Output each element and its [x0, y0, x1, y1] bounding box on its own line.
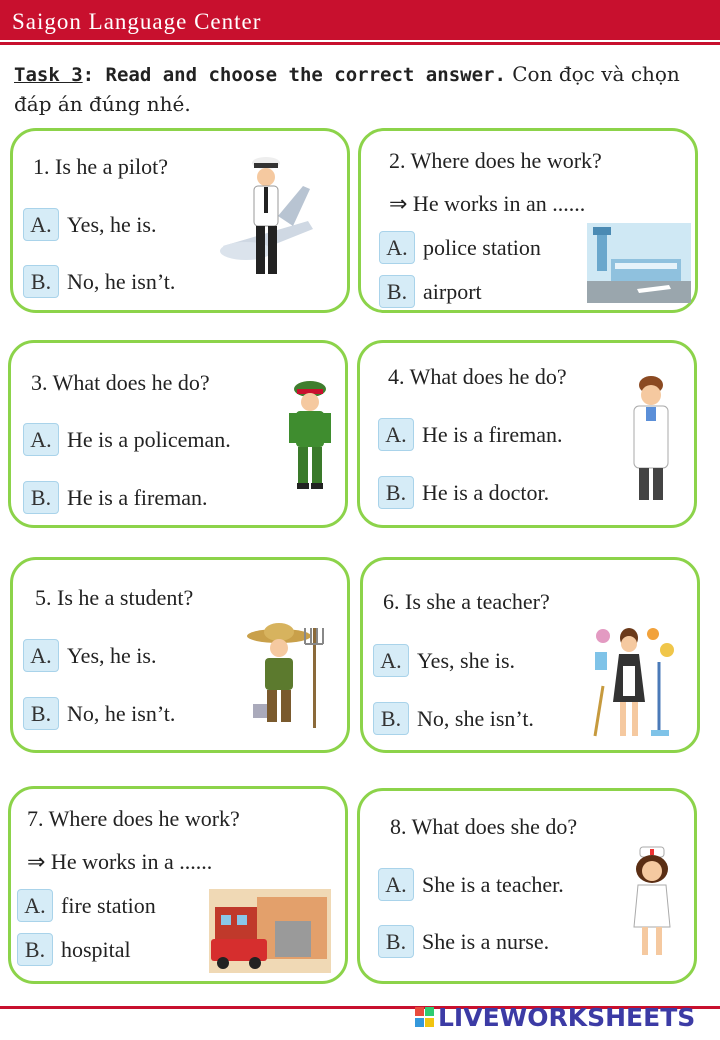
answer-prompt: ⇒ He works in an ...... [389, 191, 586, 216]
option-a[interactable] [23, 639, 156, 672]
option-letter: A. [17, 889, 53, 922]
question-text: 1. Is he a pilot? [33, 154, 169, 179]
option-letter: A. [23, 208, 59, 241]
airport-illustration [587, 223, 691, 303]
option-text: hospital [61, 936, 131, 962]
option-text: Yes, she is. [417, 647, 516, 673]
question-card-3 [8, 340, 348, 528]
header-title: Saigon Language Center [12, 9, 262, 34]
option-text: He is a fireman. [422, 421, 563, 447]
question-text: 4. What does he do? [388, 364, 567, 389]
option-a[interactable] [378, 868, 564, 901]
option-text: No, he isn’t. [67, 268, 176, 294]
option-text: fire station [61, 892, 156, 918]
question-card-6 [360, 557, 700, 753]
option-letter: B. [373, 702, 409, 735]
question-card-7 [8, 786, 348, 984]
option-text: Yes, he is. [67, 642, 157, 668]
question-text: 8. What does she do? [390, 814, 578, 839]
option-text: He is a doctor. [422, 479, 550, 505]
option-letter: A. [378, 868, 414, 901]
question-card-4 [357, 340, 697, 528]
option-letter: B. [379, 275, 415, 308]
question-card-1 [10, 128, 350, 313]
task-instructions [14, 60, 710, 119]
option-text: No, he isn’t. [67, 700, 176, 726]
option-a[interactable] [23, 208, 156, 241]
option-b[interactable] [378, 925, 549, 958]
question-card-5 [10, 557, 350, 753]
policeman-illustration [285, 377, 335, 492]
question-text: 7. Where does he work? [27, 806, 240, 831]
option-b[interactable] [378, 476, 549, 509]
answer-prompt: ⇒ He works in a ...... [27, 849, 213, 874]
option-b[interactable] [23, 481, 208, 514]
header-bar [0, 0, 720, 40]
option-letter: B. [23, 697, 59, 730]
option-letter: B. [23, 481, 59, 514]
option-a[interactable] [17, 889, 156, 922]
option-letter: A. [373, 644, 409, 677]
question-text: 3. What does he do? [31, 370, 210, 395]
question-text: 2. Where does he work? [389, 148, 602, 173]
option-letter: A. [379, 231, 415, 264]
option-letter: B. [17, 933, 53, 966]
pilot-illustration [218, 151, 318, 281]
question-text: 5. Is he a student? [35, 585, 194, 610]
farmer-illustration [245, 622, 329, 734]
question-text: 6. Is she a teacher? [383, 589, 550, 614]
option-text: She is a nurse. [422, 928, 550, 954]
option-letter: B. [23, 265, 59, 298]
option-b[interactable] [23, 697, 175, 730]
option-a[interactable] [379, 231, 541, 264]
option-b[interactable] [373, 702, 534, 735]
option-text: She is a teacher. [422, 871, 564, 897]
option-text: Yes, he is. [67, 211, 157, 237]
option-text: He is a policeman. [67, 426, 231, 452]
task-heading: : Read and choose the correct answer. [82, 64, 506, 86]
fire-station-illustration [209, 889, 331, 973]
header-divider [0, 42, 720, 45]
option-letter: A. [23, 639, 59, 672]
option-text: No, she isn’t. [417, 705, 534, 731]
option-a[interactable] [378, 418, 563, 451]
option-letter: A. [23, 423, 59, 456]
housekeeper-illustration [589, 626, 679, 742]
nurse-illustration [624, 843, 680, 959]
option-text: police station [423, 234, 541, 260]
option-b[interactable] [17, 933, 131, 966]
option-b[interactable] [23, 265, 175, 298]
option-text: He is a fireman. [67, 484, 208, 510]
option-letter: B. [378, 925, 414, 958]
task-label: Task 3 [14, 64, 83, 86]
option-a[interactable] [373, 644, 515, 677]
task-subtitle: Con đọc và chọn đáp án đúng nhé. [14, 62, 680, 116]
option-a[interactable] [23, 423, 231, 456]
option-letter: A. [378, 418, 414, 451]
doctor-illustration [626, 373, 676, 507]
question-card-2 [358, 128, 698, 313]
footer-brand: LIVEWORKSHEETS [438, 1003, 696, 1032]
option-letter: B. [378, 476, 414, 509]
option-text: airport [423, 278, 482, 304]
question-card-8 [357, 788, 697, 984]
option-b[interactable] [379, 275, 482, 308]
